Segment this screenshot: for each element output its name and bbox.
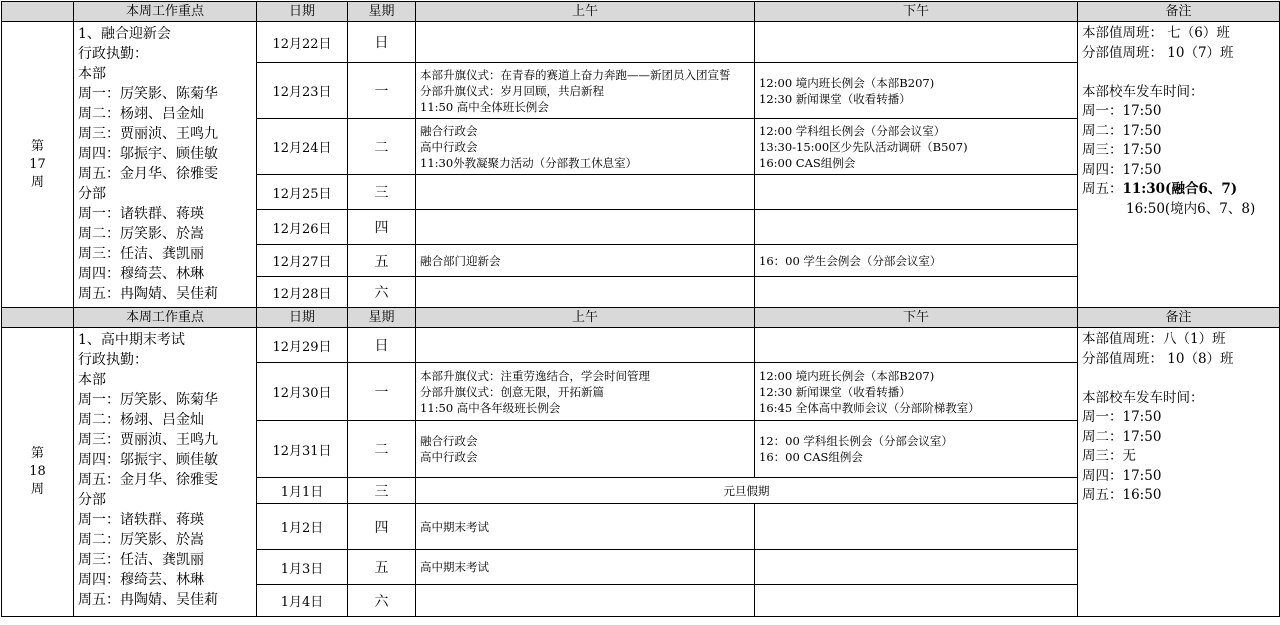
date-cell: 12月22日 [257, 22, 348, 63]
weekday-cell: 五 [348, 550, 416, 585]
date-cell: 12月27日 [257, 245, 348, 277]
header-blank [2, 308, 74, 328]
header-weekday: 星期 [348, 2, 416, 22]
date-cell: 1月4日 [257, 585, 348, 617]
week-focus: 1、融合迎新会 行政执勤： 本部 周一：厉笑影、陈菊华 周二：杨翊、吕金灿 周三：贾丽浈、王鸣九 周四：邬振宇、顾佳敏 周五：金月华、徐雅雯 分部 周一：诸轶群、蒋瑛 周二：厉笑影、於嵩 周三：任洁、龚凯丽 周四：穆绮芸、林琳 周五：冉陶婧、吴佳莉 [74, 22, 257, 308]
date-cell: 1月2日 [257, 504, 348, 550]
schedule-table [1, 1, 1280, 617]
date-cell: 12月24日 [257, 119, 348, 175]
date-cell: 12月28日 [257, 277, 348, 308]
morning-cell: 高中期末考试 [416, 550, 755, 585]
header-morning: 上午 [416, 2, 755, 22]
morning-cell: 融合行政会 高中行政会 11:30外教凝聚力活动（分部教工休息室） [416, 119, 755, 175]
weekday-cell: 六 [348, 277, 416, 308]
afternoon-cell: 16：00 学生会例会（分部会议室） [755, 245, 1078, 277]
afternoon-cell [755, 277, 1078, 308]
date-cell: 12月29日 [257, 328, 348, 363]
weekday-cell: 五 [348, 245, 416, 277]
weekday-cell: 六 [348, 585, 416, 617]
morning-cell: 本部升旗仪式：注重劳逸结合，学会时间管理 分部升旗仪式：创意无限，开拓新篇 11:50 高中各年级班长例会 [416, 363, 755, 421]
weekday-cell: 日 [348, 328, 416, 363]
header-weekday: 星期 [348, 308, 416, 328]
header-notes: 备注 [1078, 308, 1280, 328]
header-date: 日期 [257, 2, 348, 22]
morning-cell [416, 210, 755, 245]
weekday-cell: 一 [348, 363, 416, 421]
afternoon-cell [755, 210, 1078, 245]
afternoon-cell: 12：00 学科组长例会（分部会议室） 16：00 CAS组例会 [755, 421, 1078, 478]
weekday-cell: 四 [348, 210, 416, 245]
table-row [2, 22, 1280, 63]
afternoon-cell [755, 504, 1078, 550]
morning-cell: 融合行政会 高中行政会 [416, 421, 755, 478]
week-label: 第 17 周 [2, 22, 74, 308]
morning-cell [416, 22, 755, 63]
holiday-cell: 元旦假期 [416, 478, 1078, 504]
weekday-cell: 二 [348, 421, 416, 478]
afternoon-cell: 12:00 境内班长例会（本部B207) 12:30 新闻课堂（收看转播） [755, 63, 1078, 119]
date-cell: 12月31日 [257, 421, 348, 478]
morning-cell [416, 328, 755, 363]
morning-cell [416, 175, 755, 210]
afternoon-cell [755, 175, 1078, 210]
header-notes: 备注 [1078, 2, 1280, 22]
header-morning: 上午 [416, 308, 755, 328]
afternoon-cell [755, 550, 1078, 585]
afternoon-cell: 12:00 境内班长例会（本部B207) 12:30 新闻课堂（收看转播） 16:45 全体高中教师会议（分部阶梯教室） [755, 363, 1078, 421]
weekday-cell: 二 [348, 119, 416, 175]
week-focus: 1、高中期末考试 行政执勤： 本部 周一：厉笑影、陈菊华 周二：杨翊、吕金灿 周三：贾丽浈、王鸣九 周四：邬振宇、顾佳敏 周五：金月华、徐雅雯 分部 周一：诸轶群、蒋瑛 周二：厉笑影、於嵩 周三：任洁、龚凯丽 周四：穆绮芸、林琳 周五：冉陶婧、吴佳莉 [74, 328, 257, 617]
notes-cell: 本部值周班： 七（6）班 分部值周班： 10（7）班 本部校车发车时间： 周一：17:50 周二：17:50 周三：17:50 周四：17:50 周五：11:30(融合6、7) 16:50(境内6、7、8) [1078, 22, 1280, 308]
notes-cell: 本部值周班：八（1）班 分部值周班： 10（8）班 本部校车发车时间： 周一：17:50 周二：17:50 周三：无 周四：17:50 周五：16:50 [1078, 328, 1280, 617]
table-row [2, 328, 1280, 363]
date-cell: 12月26日 [257, 210, 348, 245]
date-cell: 12月25日 [257, 175, 348, 210]
afternoon-cell: 12:00 学科组长例会（分部会议室） 13:30-15:00区少先队活动调研（B507) 16:00 CAS组例会 [755, 119, 1078, 175]
header-row [2, 2, 1280, 22]
weekday-cell: 四 [348, 504, 416, 550]
header-date: 日期 [257, 308, 348, 328]
weekday-cell: 日 [348, 22, 416, 63]
weekday-cell: 一 [348, 63, 416, 119]
morning-cell: 本部升旗仪式：在青春的赛道上奋力奔跑——新团员入团宣誓 分部升旗仪式：岁月回顾，共启新程 11:50 高中全体班长例会 [416, 63, 755, 119]
morning-cell [416, 277, 755, 308]
week-label: 第 18 周 [2, 328, 74, 617]
morning-cell [416, 585, 755, 617]
weekday-cell: 三 [348, 478, 416, 504]
header-focus: 本周工作重点 [74, 308, 257, 328]
afternoon-cell [755, 585, 1078, 617]
date-cell: 1月1日 [257, 478, 348, 504]
header-afternoon: 下午 [755, 308, 1078, 328]
morning-cell: 融合部门迎新会 [416, 245, 755, 277]
date-cell: 12月23日 [257, 63, 348, 119]
header-row [2, 308, 1280, 328]
header-focus: 本周工作重点 [74, 2, 257, 22]
date-cell: 1月3日 [257, 550, 348, 585]
afternoon-cell [755, 22, 1078, 63]
weekday-cell: 三 [348, 175, 416, 210]
date-cell: 12月30日 [257, 363, 348, 421]
afternoon-cell [755, 328, 1078, 363]
header-afternoon: 下午 [755, 2, 1078, 22]
morning-cell: 高中期末考试 [416, 504, 755, 550]
header-blank [2, 2, 74, 22]
